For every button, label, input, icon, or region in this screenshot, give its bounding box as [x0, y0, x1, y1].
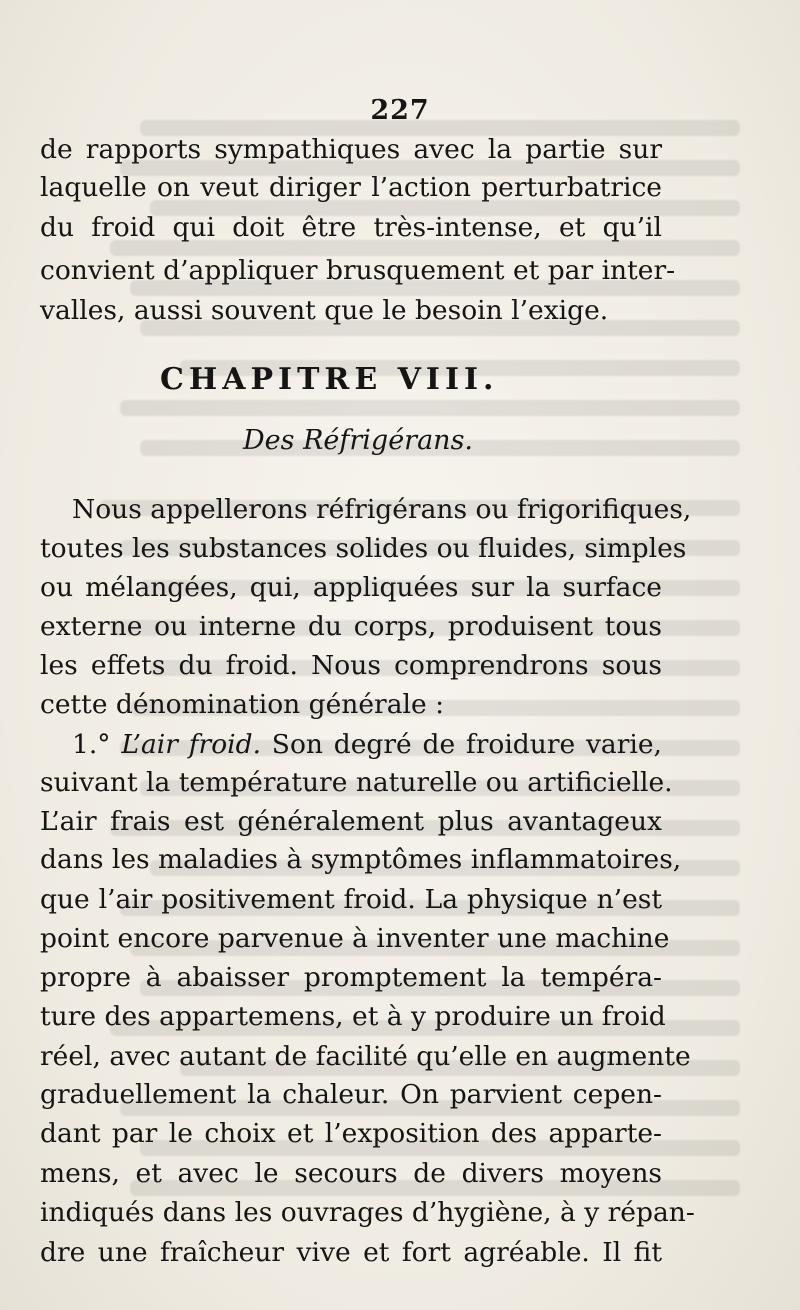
text-line: dre une fraîcheur vive et fort agréable. Il fit: [40, 1237, 662, 1268]
text-line: propre à abaisser promptement la tempéra-: [40, 962, 662, 993]
text-line: du froid qui doit être très-intense, et qu’il: [40, 212, 662, 243]
text-line: de rapports sympathiques avec la partie sur: [40, 134, 662, 165]
text-line: réel, avec autant de facilité qu’elle en augmente: [40, 1041, 691, 1072]
text-line: ou mélangées, qui, appliquées sur la surface: [40, 572, 662, 603]
text-line: valles, aussi souvent que le besoin l’exige.: [40, 295, 609, 326]
text-line: externe ou interne du corps, produisent tous: [40, 611, 662, 642]
text-line: point encore parvenue à inventer une machine: [40, 923, 670, 954]
text-line: les effets du froid. Nous comprendrons sous: [40, 650, 662, 681]
text-line: dans les maladies à symptômes inflammatoires,: [40, 844, 682, 875]
text-line: Nous appellerons réfrigérans ou frigorifiques,: [72, 494, 692, 525]
text-line: dant par le choix et l’exposition des apparte-: [40, 1118, 662, 1149]
text-line: graduellement la chaleur. On parvient cepen-: [40, 1079, 662, 1110]
page-number: 227: [370, 95, 430, 126]
item-number: 1.°: [72, 729, 111, 760]
text-line: ture des appartemens, et à y produire un froid: [40, 1001, 666, 1032]
text-line: que l’air positivement froid. La physique n’est: [40, 884, 662, 915]
text-line: mens, et avec le secours de divers moyens: [40, 1158, 662, 1189]
list-item-heading: [72, 728, 662, 762]
text-line: cette dénomination générale :: [40, 689, 445, 720]
chapter-subtitle: Des Réfrigérans.: [243, 425, 474, 456]
chapter-title: CHAPITRE VIII.: [160, 362, 499, 397]
text-line: indiqués dans les ouvrages d’hygiène, à y répan-: [40, 1197, 695, 1228]
text-line: convient d’appliquer brusquement et par inter-: [40, 255, 676, 286]
text-line: L’air frais est généralement plus avantageux: [40, 806, 662, 837]
item-title: L’air froid.: [121, 729, 262, 760]
text-line: suivant la température naturelle ou artificielle.: [40, 767, 673, 798]
text-line: laquelle on veut diriger l’action perturbatrice: [40, 172, 662, 203]
item-text: Son degré de froidure varie,: [271, 729, 662, 760]
text-line: toutes les substances solides ou fluides, simples: [40, 533, 687, 564]
